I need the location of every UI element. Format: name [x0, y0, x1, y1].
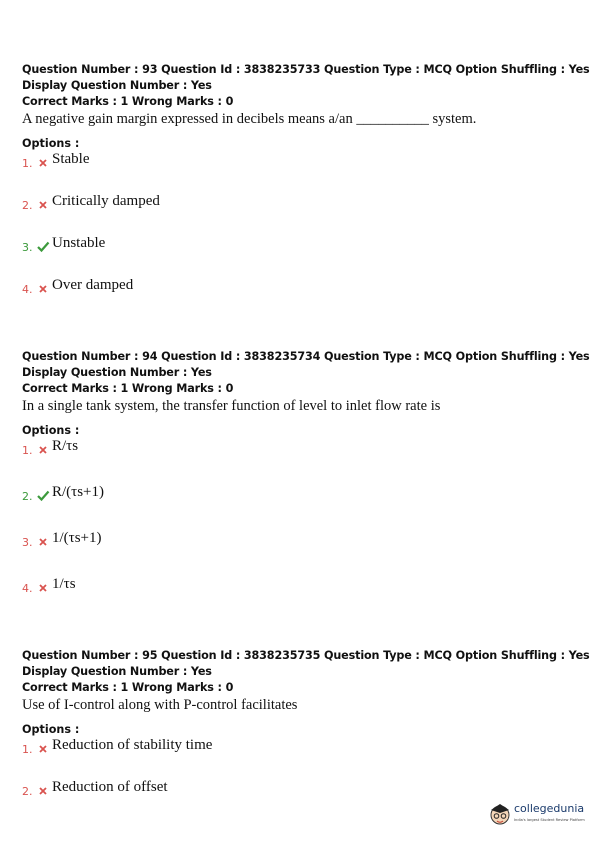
- option-text: 1/(τs+1): [52, 530, 102, 546]
- option-item: [22, 438, 582, 484]
- options-label: Options :: [22, 137, 80, 150]
- question-text: Use of I-control along with P-control facilitates: [22, 697, 298, 713]
- option-number: 2.: [22, 785, 33, 798]
- options-label: Options :: [22, 723, 80, 736]
- option-text: R/τs: [52, 438, 79, 454]
- cross-icon: [36, 783, 50, 797]
- question-meta: Question Number : 93 Question Id : 3838235733 Question Type : MCQ Option Shuffling : Yes: [22, 63, 590, 76]
- option-item: [22, 193, 582, 235]
- logo-name: collegedunia: [514, 802, 585, 815]
- cross-icon: [36, 580, 50, 594]
- options-label: Options :: [22, 424, 80, 437]
- display-question-number: Display Question Number : Yes: [22, 79, 212, 92]
- option-item: [22, 484, 582, 530]
- option-text: Unstable: [52, 235, 106, 251]
- option-text: R/(τs+1): [52, 484, 104, 500]
- option-number: 2.: [22, 490, 33, 503]
- option-text: Critically damped: [52, 193, 160, 209]
- option-number: 2.: [22, 199, 33, 212]
- question-text: In a single tank system, the transfer function of level to inlet flow rate is: [22, 398, 441, 414]
- option-number: 1.: [22, 743, 33, 756]
- option-item: [22, 737, 582, 779]
- option-item: [22, 576, 582, 622]
- question-block-95: [22, 648, 590, 821]
- question-meta: Question Number : 94 Question Id : 3838235734 Question Type : MCQ Option Shuffling : Yes: [22, 350, 590, 363]
- option-item: [22, 235, 582, 277]
- option-item: [22, 277, 582, 319]
- display-question-number: Display Question Number : Yes: [22, 366, 212, 379]
- option-number: 1.: [22, 444, 33, 457]
- cross-icon: [36, 155, 50, 169]
- option-text: Stable: [52, 151, 90, 167]
- cross-icon: [36, 281, 50, 295]
- display-question-number: Display Question Number : Yes: [22, 665, 212, 678]
- option-text: Reduction of stability time: [52, 737, 213, 753]
- option-text: Over damped: [52, 277, 134, 293]
- marks-line: Correct Marks : 1 Wrong Marks : 0: [22, 95, 234, 108]
- cross-icon: [36, 442, 50, 456]
- check-icon: [36, 488, 50, 502]
- cross-icon: [36, 534, 50, 548]
- option-number: 1.: [22, 157, 33, 170]
- option-item: [22, 151, 582, 193]
- mascot-icon: [488, 799, 512, 827]
- marks-line: Correct Marks : 1 Wrong Marks : 0: [22, 382, 234, 395]
- option-text: Reduction of offset: [52, 779, 168, 795]
- question-block-94: [22, 349, 590, 622]
- collegedunia-logo: [488, 797, 588, 831]
- option-item: [22, 530, 582, 576]
- marks-line: Correct Marks : 1 Wrong Marks : 0: [22, 681, 234, 694]
- check-icon: [36, 239, 50, 253]
- option-text: 1/τs: [52, 576, 76, 592]
- option-number: 3.: [22, 536, 33, 549]
- option-number: 3.: [22, 241, 33, 254]
- question-meta: Question Number : 95 Question Id : 3838235735 Question Type : MCQ Option Shuffling : Yes: [22, 649, 590, 662]
- cross-icon: [36, 197, 50, 211]
- option-number: 4.: [22, 582, 33, 595]
- logo-tagline: India's largest Student Review Platform: [514, 818, 585, 822]
- cross-icon: [36, 741, 50, 755]
- question-text: A negative gain margin expressed in decibels means a/an __________ system.: [22, 111, 477, 127]
- question-block-93: [22, 62, 590, 319]
- option-number: 4.: [22, 283, 33, 296]
